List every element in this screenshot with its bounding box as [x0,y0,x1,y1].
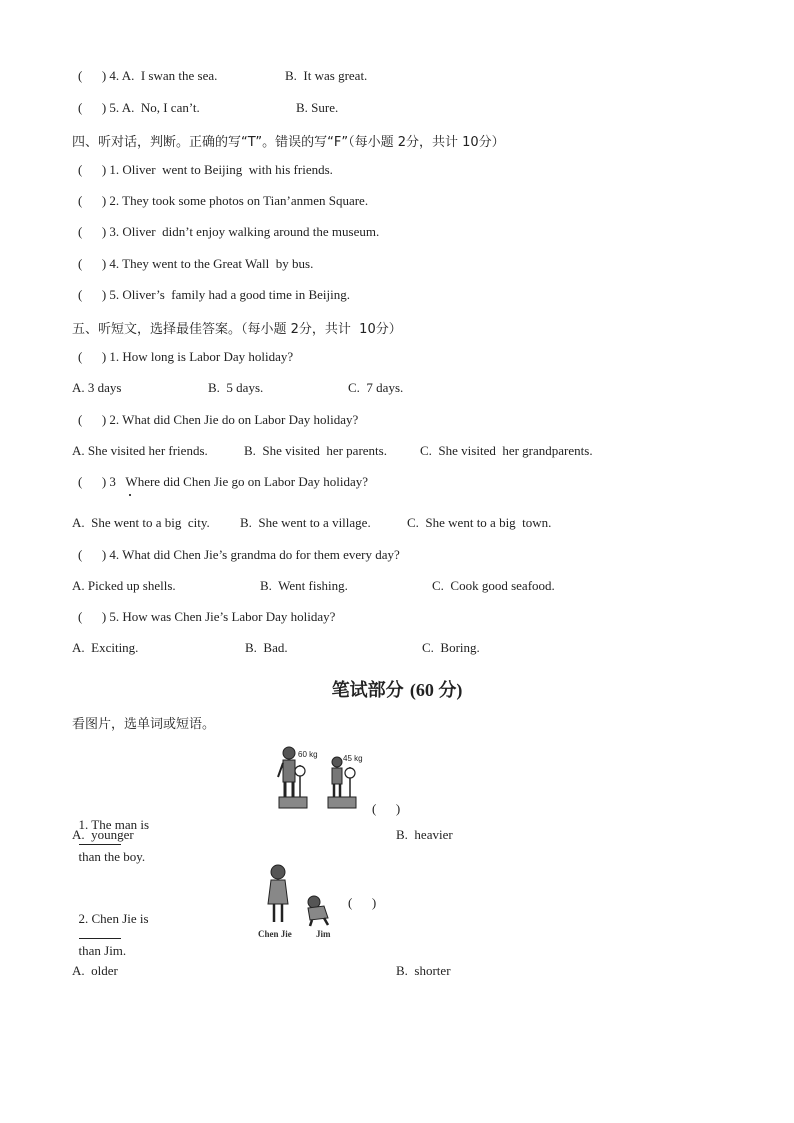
section4-heading: 四、听对话，判断。正确的写“T”。错误的写“F”（每小题 2分，共计 10分） [72,135,505,150]
section5-q1-option-b: B. 5 days. [208,380,264,395]
written-q1-option-b: B. heavier [396,827,453,842]
height-comparison-picture [256,862,340,942]
section4-item-1: ( ) 1. Oliver went to Beijing with his friends. [78,162,333,177]
section5-q1: ( ) 1. How long is Labor Day holiday? [78,349,294,364]
scale-weight-picture [276,745,372,811]
section5-q3-option-c: C. She went to a big town. [407,515,552,530]
section5-q5: ( ) 5. How was Chen Jie’s Labor Day holiday? [78,609,336,624]
written-q2-before: 2. Chen Jie is [78,911,149,926]
section5-q2: ( ) 2. What did Chen Jie do on Labor Day holiday? [78,412,359,427]
written-q2-answer-paren: ( ) [348,895,377,910]
section4-item-5: ( ) 5. Oliver’s family had a good time in Beijing. [78,287,350,302]
written-instruction: 看图片，选单词或短语。 [72,717,216,732]
question-5-part3: ( ) 5. A. No, I can’t. [78,100,200,115]
section5-q4-option-a: A. Picked up shells. [72,578,176,593]
caption-jim: Jim [316,929,331,939]
section5-q5-option-b: B. Bad. [245,640,288,655]
section5-q2-option-c: C. She visited her grandparents. [420,443,593,458]
section5-q4-option-c: C. Cook good seafood. [432,578,555,593]
section5-q2-option-b: B. She visited her parents. [244,443,387,458]
question-4-option-b: B. It was great. [285,68,368,83]
answer-blank [79,927,121,939]
section5-q1-option-c: C. 7 days. [348,380,404,395]
caption-chen-jie: Chen Jie [258,929,292,939]
question-4-part3: ( ) 4. A. I swan the sea. [78,68,218,83]
written-section-title [0,676,794,702]
written-q2-option-a: A. older [72,963,118,978]
written-title-score: (60 分) [409,680,463,700]
written-q2-after: than Jim. [78,943,127,958]
written-q1-before: 1. The man is [78,817,150,832]
question-5-option-b: B. Sure. [296,100,339,115]
written-q2-option-b: B. shorter [396,963,451,978]
section5-q3-option-b: B. She went to a village. [240,515,371,530]
written-q2 [72,895,149,959]
section4-item-2: ( ) 2. They took some photos on Tian’anmen Square. [78,193,369,208]
section5-q3-option-a: A. She went to a big city. [72,515,210,530]
scale-label-man: 60 kg [298,750,318,759]
section4-item-3: ( ) 3. Oliver didn’t enjoy walking around the museum. [78,224,380,239]
section5-heading: 五、听短文，选择最佳答案。（每小题 2分，共计 10分） [72,322,402,337]
written-q1-answer-paren: ( ) [372,801,401,816]
section5-q2-option-a: A. She visited her friends. [72,443,208,458]
section5-q5-option-c: C. Boring. [422,640,480,655]
written-title-cn: 笔试部分 [331,680,404,701]
written-q1-after: than the boy. [78,849,146,864]
scale-label-boy: 45 kg [343,754,363,763]
section4-item-4: ( ) 4. They went to the Great Wall by bus. [78,256,314,271]
stray-dot [129,494,131,496]
section5-q5-option-a: A. Exciting. [72,640,139,655]
section5-q4: ( ) 4. What did Chen Jie’s grandma do for them every day? [78,547,400,562]
section5-q1-option-a: A. 3 days [72,380,122,395]
written-q1-option-a: A. younger [72,827,134,842]
section5-q4-option-b: B. Went fishing. [260,578,348,593]
section5-q3: ( ) 3 Where did Chen Jie go on Labor Day holiday? [78,474,369,489]
